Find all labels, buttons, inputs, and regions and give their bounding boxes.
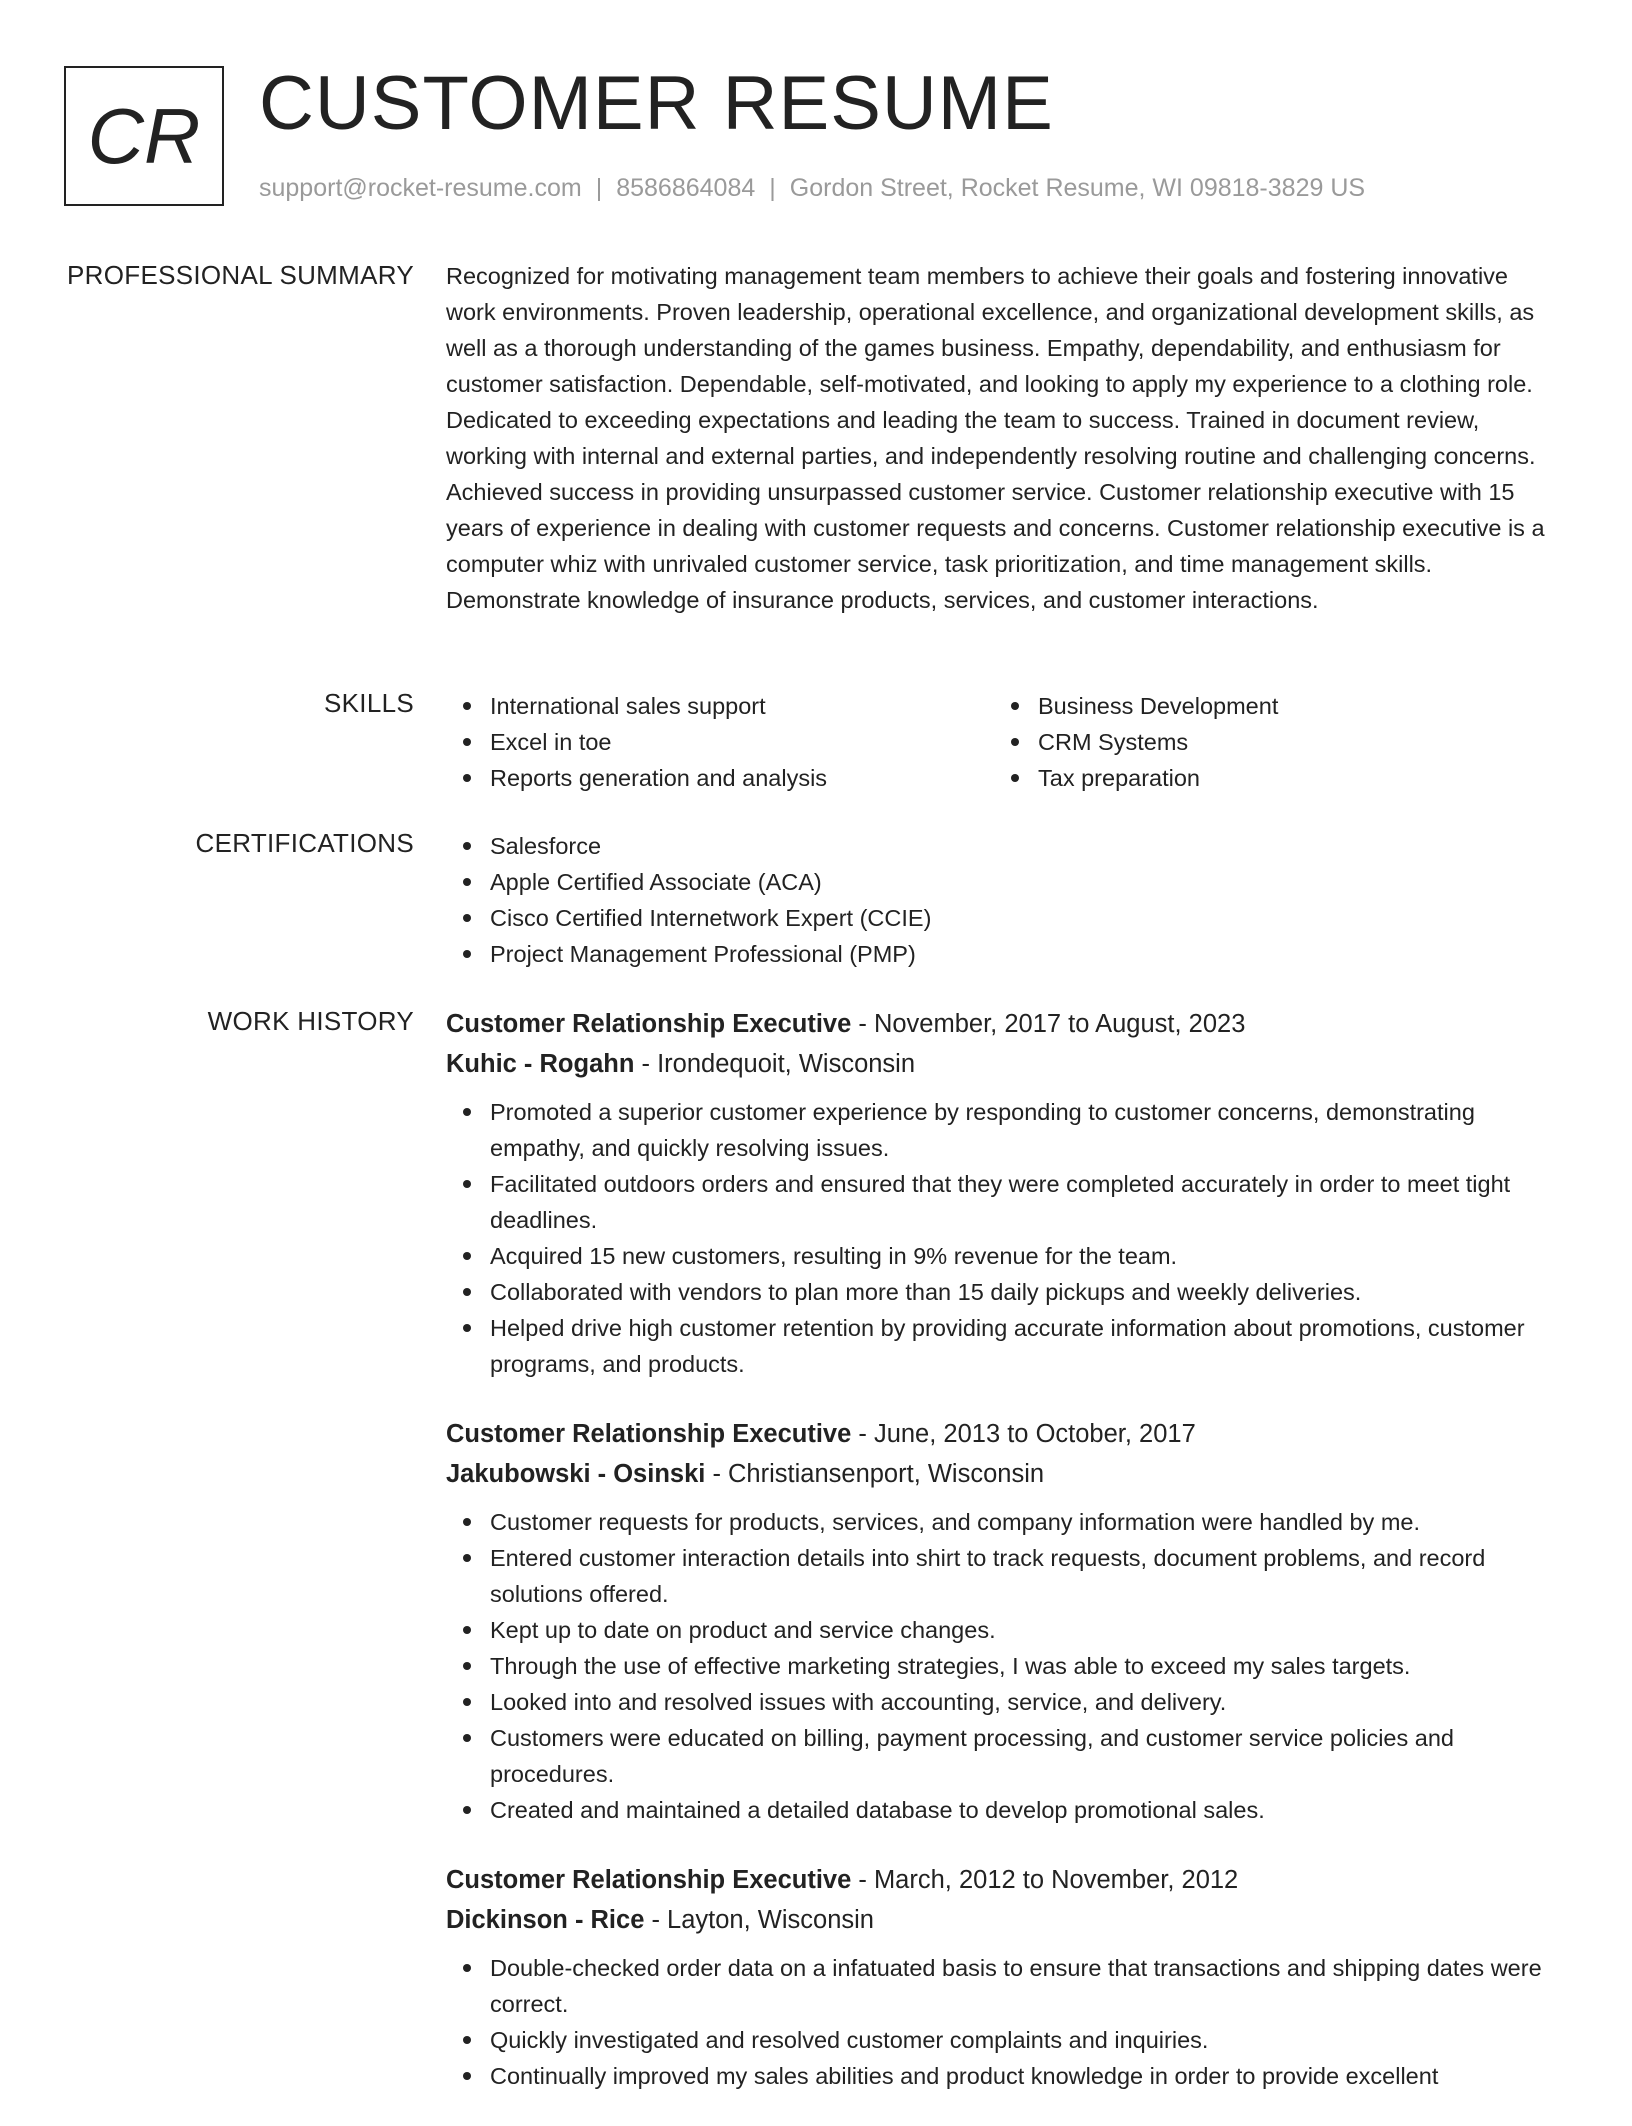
summary-text: Recognized for motivating management team members to achieve their goals and fostering innovative work environments. Proven leadership, operational excellence, and organizational development skills, as well as a thorough understanding of the games business. Empathy, dependability, and enthusiasm for customer satisfaction. Dependable, self-motivated, and looking to apply my experience to a clothing role. Dedicated to exceeding expectations and leading the team to success. Trained in document review, working with internal and external parties, and independently resolving routine and challenging concerns. Achieved success in providing unsurpassed customer service. Customer relationship executive with 15 years of experience in dealing with customer requests and concerns. Customer relationship executive is a computer whiz with unrivaled customer service, task prioritization, and time management skills. Demonstrate knowledge of insurance products, services, and customer interactions. [446,263,1545,613]
section-heading: CERTIFICATIONS [195,828,414,858]
job-title-line [446,1860,1556,1900]
resume-name: CUSTOMER RESUME [259,61,1054,146]
section-heading: SKILLS [324,688,414,718]
certification-item: Cisco Certified Internetwork Expert (CCIE) [490,900,1556,936]
job-title: Customer Relationship Executive [446,1420,852,1448]
job-location: - Irondequoit, Wisconsin [634,1050,916,1078]
contact-line [259,174,1365,203]
skills-list-right [994,688,1542,796]
job-bullet: Acquired 15 new customers, resulting in 9% revenue for the team. [490,1238,1556,1274]
monogram-logo: CR [64,66,224,206]
contact-address: Gordon Street, Rocket Resume, WI 09818-3829 US [789,174,1366,202]
job-bullet: Kept up to date on product and service changes. [490,1612,1556,1648]
job-entry [446,1414,1556,1828]
job-entry [446,1860,1556,2094]
skill-item: Business Development [1038,688,1542,724]
section-heading: PROFESSIONAL SUMMARY [67,260,414,290]
job-location: - Layton, Wisconsin [644,1906,874,1934]
job-bullet: Facilitated outdoors orders and ensured that they were completed accurately in order to meet tight deadlines. [490,1166,1556,1238]
job-bullet: Double-checked order data on a infatuated basis to ensure that transactions and shipping dates were correct. [490,1950,1556,2022]
certification-item: Project Management Professional (PMP) [490,936,1556,972]
skills-grid [446,688,1556,796]
contact-separator: | [595,174,603,202]
job-title: Customer Relationship Executive [446,1010,852,1038]
job-bullet: Promoted a superior customer experience by responding to customer concerns, demonstrating empathy, and quickly resolving issues. [490,1094,1556,1166]
job-bullet: Helped drive high customer retention by providing accurate information about promotions, customer programs, and products. [490,1310,1556,1382]
certifications-list [446,828,1556,972]
job-dates: - June, 2013 to October, 2017 [851,1420,1196,1448]
job-title-line [446,1414,1556,1454]
job-company-line [446,1044,1556,1084]
job-company-line [446,1900,1556,1940]
work-history-body [446,1004,1556,2126]
job-dates: - November, 2017 to August, 2023 [851,1010,1246,1038]
job-company: Dickinson - Rice [446,1906,645,1934]
job-company: Jakubowski - Osinski [446,1460,706,1488]
job-company: Kuhic - Rogahn [446,1050,635,1078]
skills-column-left [446,688,994,796]
job-title: Customer Relationship Executive [446,1866,852,1894]
job-bullet: Quickly investigated and resolved customer complaints and inquiries. [490,2022,1556,2058]
job-bullet: Entered customer interaction details into shirt to track requests, document problems, and record solutions offered. [490,1540,1556,1612]
job-title-line [446,1004,1556,1044]
skill-item: International sales support [490,688,994,724]
job-bullets [446,1094,1556,1382]
job-bullet: Continually improved my sales abilities and product knowledge in order to provide excellent [490,2058,1556,2094]
job-company-line [446,1454,1556,1494]
skills-body [446,688,1556,796]
skill-item: CRM Systems [1038,724,1542,760]
skills-list-left [446,688,994,796]
job-entry [446,1004,1556,1382]
contact-phone: 8586864084 [616,174,756,202]
job-bullet: Collaborated with vendors to plan more than 15 daily pickups and weekly deliveries. [490,1274,1556,1310]
skill-item: Tax preparation [1038,760,1542,796]
job-bullet: Customer requests for products, services, and company information were handled by me. [490,1504,1556,1540]
skill-item: Excel in toe [490,724,994,760]
contact-email: support@rocket-resume.com [259,174,582,202]
certifications-body [446,828,1556,972]
job-bullets [446,1504,1556,1828]
skills-column-right [994,688,1542,796]
certification-item: Salesforce [490,828,1556,864]
job-bullet: Created and maintained a detailed database to develop promotional sales. [490,1792,1556,1828]
resume-header [64,61,1564,216]
section-heading: WORK HISTORY [207,1006,414,1036]
job-bullet: Customers were educated on billing, payment processing, and customer service policies and procedures. [490,1720,1556,1792]
job-bullet: Looked into and resolved issues with accounting, service, and delivery. [490,1684,1556,1720]
contact-separator: | [769,174,776,202]
job-location: - Christiansenport, Wisconsin [705,1460,1045,1488]
summary-body [446,258,1556,618]
skill-item: Reports generation and analysis [490,760,994,796]
job-bullet: Through the use of effective marketing strategies, I was able to exceed my sales targets. [490,1648,1556,1684]
certification-item: Apple Certified Associate (ACA) [490,864,1556,900]
job-dates: - March, 2012 to November, 2012 [851,1866,1239,1894]
job-bullets [446,1950,1556,2094]
